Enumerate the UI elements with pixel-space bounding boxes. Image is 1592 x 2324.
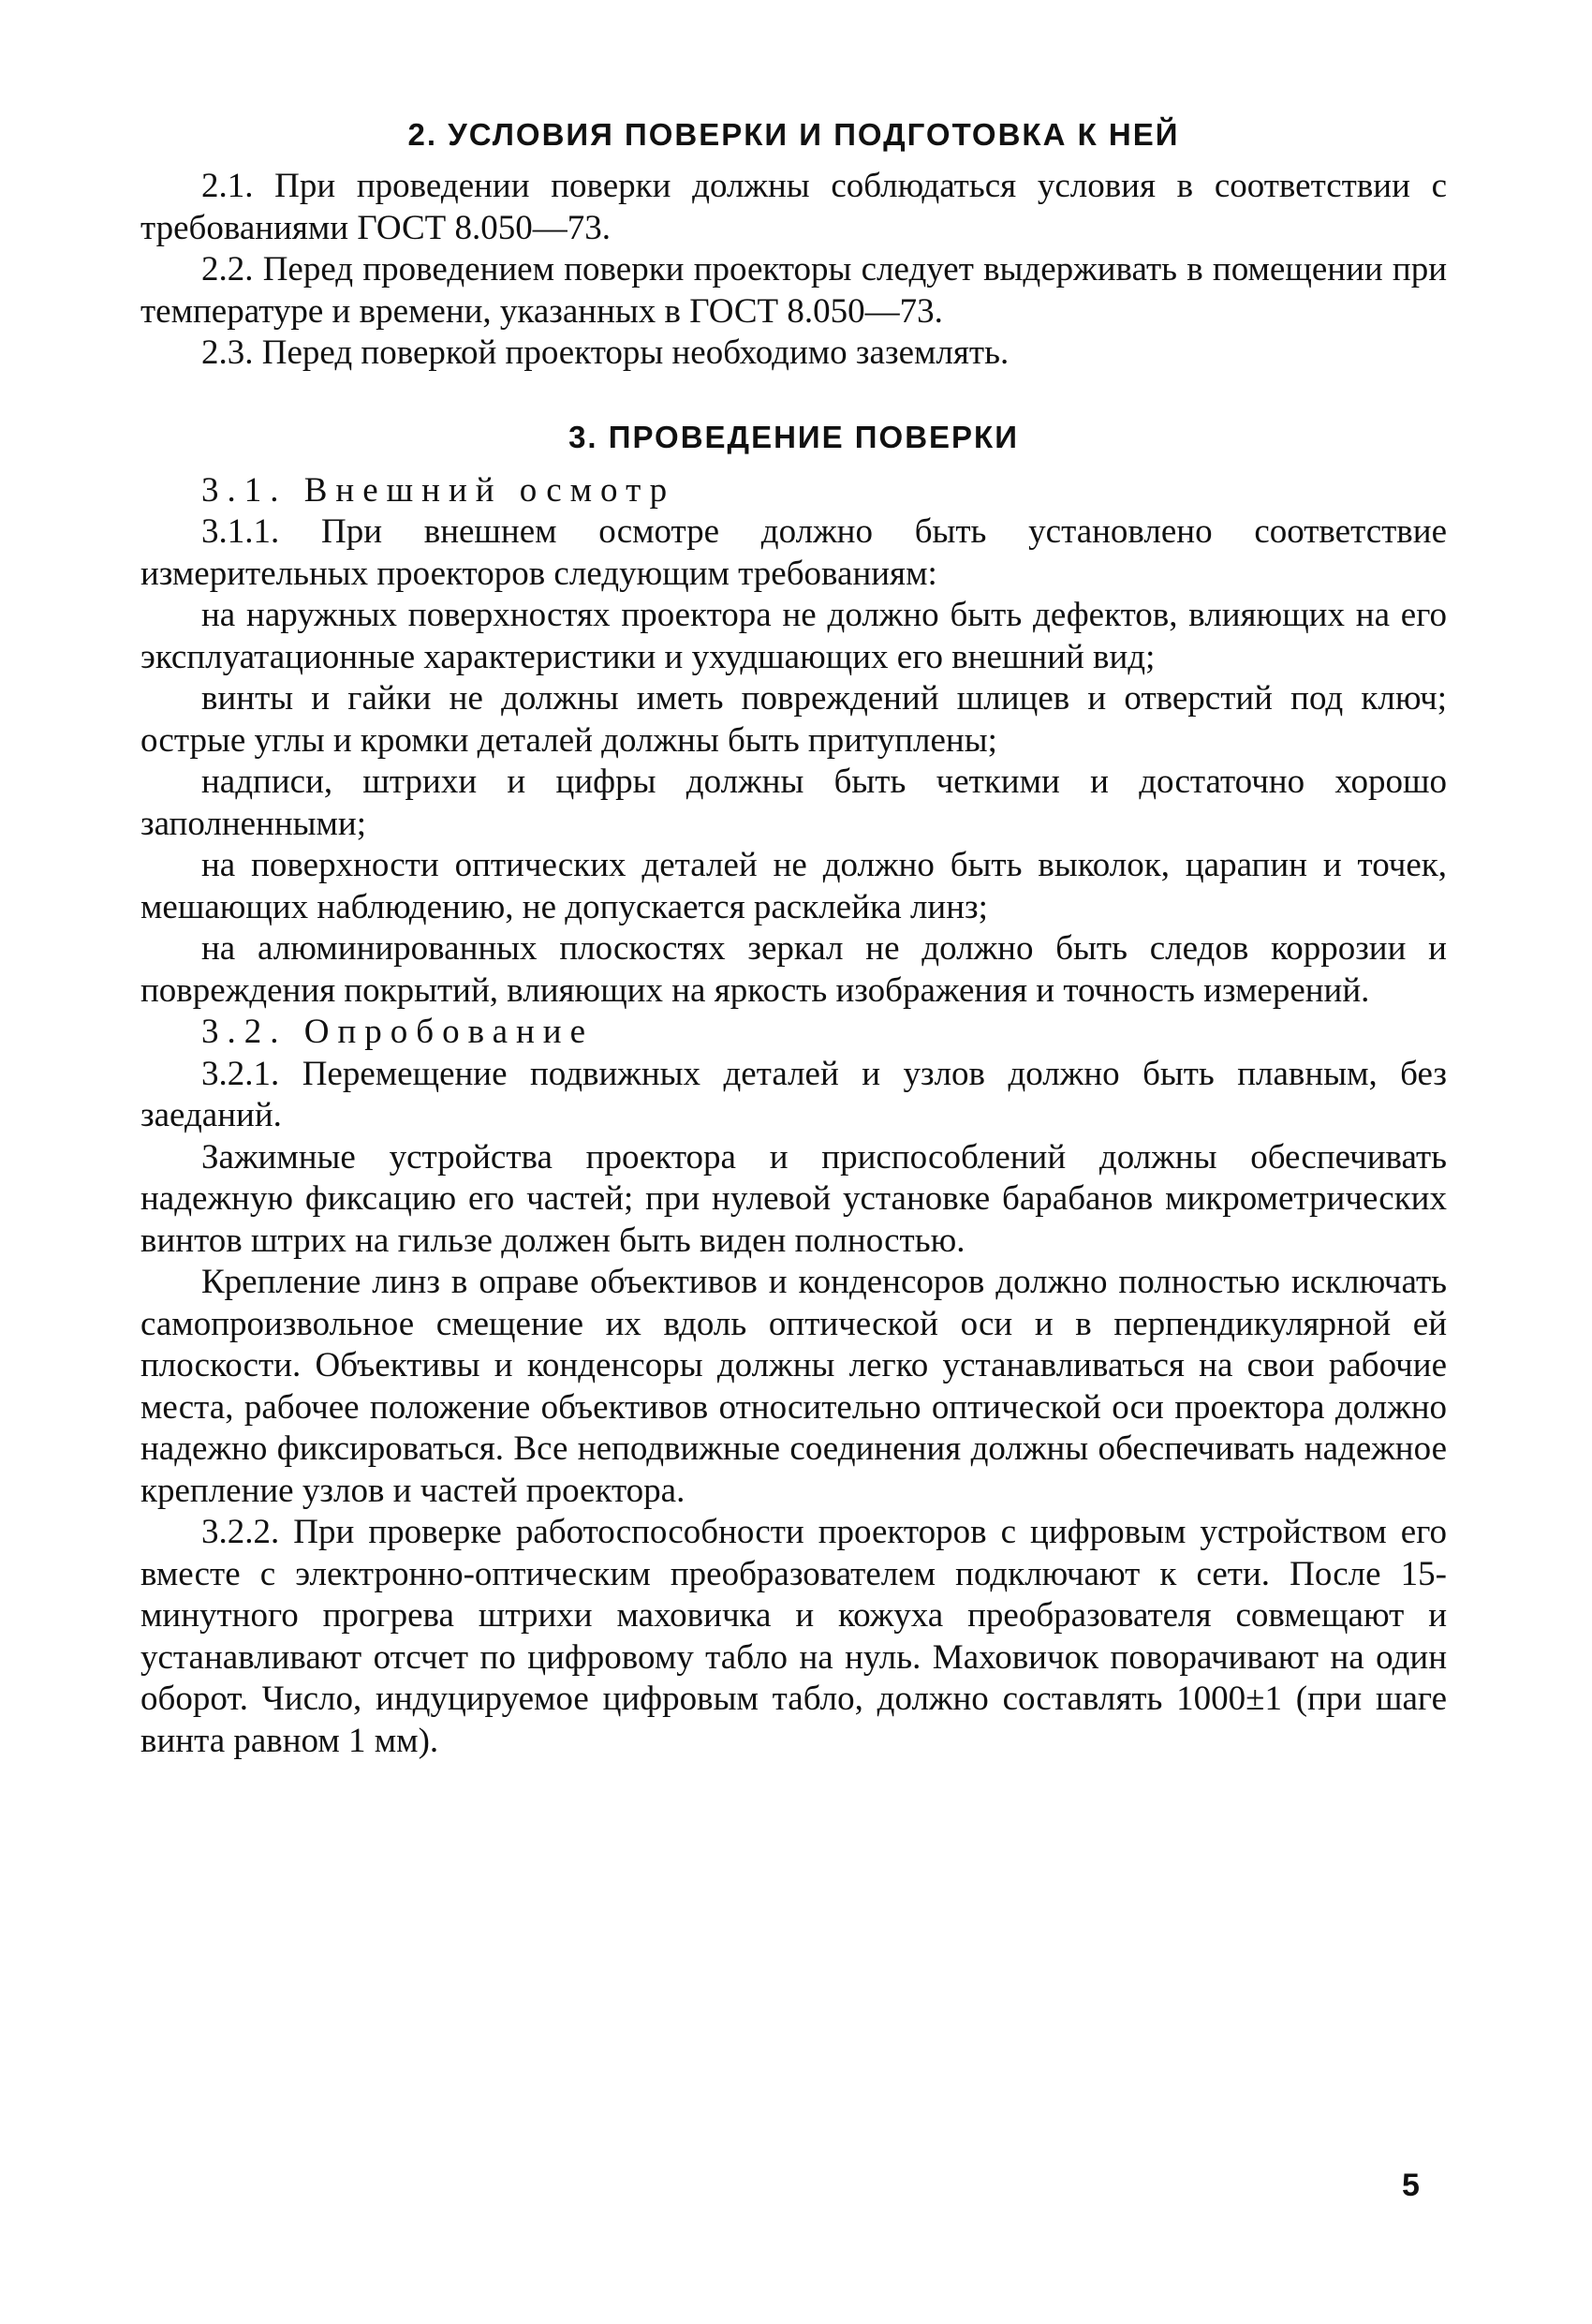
subsection-3-1-title: 3.1. Внешний осмотр: [201, 470, 676, 510]
paragraph-3-2-2: 3.2.2. При проверке работоспособности проекторов с цифровым устройством его вместе с электронно-оптическим преобразователем подключают к сети. После 15-минутного прогрева штрихи маховичка и кожуха преобразователя совмещают и устанавливают отсчет по цифровому табло на нуль. Маховичок поворачивают на один оборот. Число, индуцируемое цифровым табло, должно составлять 1000±1 (при шаге винта равном 1 мм).: [140, 1513, 1447, 1760]
requirement-item: на алюминированных плоскостях зеркал не должно быть следов коррозии и повреждения покрытий, влияющих на яркость изображения и точность измерений.: [140, 929, 1447, 1010]
page-number: 5: [1402, 2168, 1420, 2203]
document-page: [140, 98, 1447, 1762]
paragraph-clamping-devices: Зажимные устройства проектора и приспособлений должны обеспечивать надежную фиксацию его частей; при нулевой установке барабанов микрометрических винтов штрих на гильзе должен быть виден полностью.: [140, 1137, 1447, 1260]
subsection-3-2-title: 3.2. Опробование: [201, 1013, 595, 1051]
requirement-item: надписи, штрихи и цифры должны быть четкими и достаточно хорошо заполненными;: [140, 762, 1447, 843]
paragraph-2-1: 2.1. При проведении поверки должны соблюдаться условия в соответствии с требованиями ГОСТ 8.050—73.: [140, 167, 1447, 247]
section-3-heading: 3. ПРОВЕДЕНИЕ ПОВЕРКИ: [568, 419, 1019, 454]
paragraph-lens-mounting: Крепление линз в оправе объективов и конденсоров должно полностью исключать самопроизвольное смещение их вдоль оптической оси и в перпендикулярной ей плоскости. Объективы и конденсоры должны легко устанавливаться на свои рабочие места, рабочее положение объективов относительно оптической оси проектора должно надежно фиксироваться. Все неподвижные соединения должны обеспечивать надежное крепление узлов и частей проектора.: [140, 1263, 1447, 1510]
paragraph-2-2: 2.2. Перед проведением поверки проекторы следует выдерживать в помещении при температуре и времени, указанных в ГОСТ 8.050—73.: [140, 250, 1447, 331]
paragraph-3-1-1: 3.1.1. При внешнем осмотре должно быть установлено соответствие измерительных проекторов следующим требованиям:: [140, 512, 1447, 593]
section-2-heading: 2. УСЛОВИЯ ПОВЕРКИ И ПОДГОТОВКА К НЕЙ: [407, 117, 1180, 152]
requirement-item: на поверхности оптических деталей не должно быть выколок, царапин и точек, мешающих наблюдению, не допускается расклейка линз;: [140, 846, 1447, 926]
paragraph-3-2-1: 3.2.1. Перемещение подвижных деталей и узлов должно быть плавным, без заеданий.: [140, 1054, 1447, 1134]
requirement-item: винты и гайки не должны иметь повреждений шлицев и отверстий под ключ; острые углы и кромки деталей должны быть притуплены;: [140, 679, 1447, 760]
paragraph-2-3: 2.3. Перед поверкой проекторы необходимо заземлять.: [201, 333, 1010, 372]
requirement-item: на наружных поверхностях проектора не должно быть дефектов, влияющих на его эксплуатационные характеристики и ухудшающих его внешний вид;: [140, 596, 1447, 676]
